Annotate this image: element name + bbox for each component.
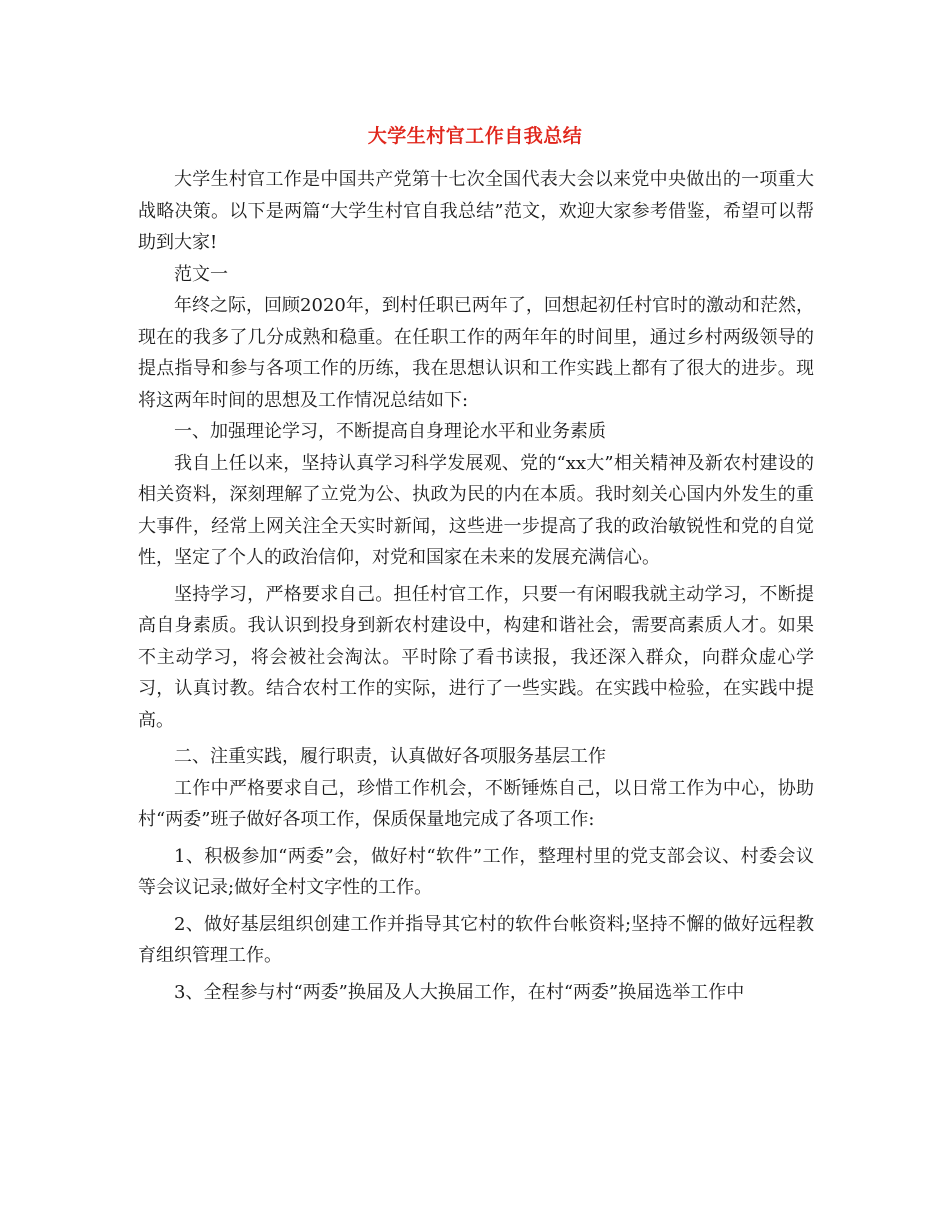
list-item-3: 3、全程参与村“两委”换届及人大换届工作，在村“两委”换届选举工作中 <box>174 981 745 1003</box>
list-item-2: 2、做好基层组织创建工作并指导其它村的软件台帐资料;坚持不懈的做好远程教育组织管理工作。 <box>138 913 814 966</box>
paragraph-intro: 大学生村官工作是中国共产党第十七次全国代表大会以来党中央做出的一项重大战略决策。以下是两篇“大学生村官自我总结”范文，欢迎大家参考借鉴，希望可以帮助到大家! <box>138 169 814 253</box>
section-heading-1: 一、加强理论学习，不断提高自身理论水平和业务素质 <box>174 421 606 442</box>
document-title: 大学生村官工作自我总结 <box>367 125 583 147</box>
paragraph-work-overview: 工作中严格要求自己，珍惜工作机会，不断锤炼自己，以日常工作为中心，协助村“两委”班子做好各项工作，保质保量地完成了各项工作: <box>138 777 814 830</box>
paragraph-self-discipline: 坚持学习，严格要求自己。担任村官工作，只要一有闲暇我就主动学习，不断提高自身素质。我认识到投身到新农村建设中，构建和谐社会，需要高素质人才。如果不主动学习，将会被社会淘汰。平时除了看书读报，我还深入群众，向群众虚心学习，认真讨教。结合农村工作的实际，进行了一些实践。在实践中检验，在实践中提高。 <box>138 583 814 731</box>
paragraph-sample-heading: 范文一 <box>174 263 228 285</box>
paragraph-opening: 年终之际，回顾2020年，到村任职已两年了，回想起初任村官时的激动和茫然，现在的我多了几分成熟和稳重。在任职工作的两年年的时间里，通过乡村两级领导的提点指导和参与各项工作的历练，我在思想认识和工作实践上都有了很大的进步。现将这两年时间的思想及工作情况总结如下: <box>138 295 814 411</box>
list-item-1: 1、积极参加“两委”会，做好村“软件”工作，整理村里的党支部会议、村委会议等会议记录;做好全村文字性的工作。 <box>138 845 814 898</box>
paragraph-theory-study: 我自上任以来，坚持认真学习科学发展观、党的“xx大”相关精神及新农村建设的相关资料，深刻理解了立党为公、执政为民的内在本质。我时刻关心国内外发生的重大事件，经常上网关注全天实时新闻，这些进一步提高了我的政治敏锐性和党的自觉性，坚定了个人的政治信仰，对党和国家在未来的发展充满信心。 <box>138 452 814 568</box>
section-heading-2: 二、注重实践，履行职责，认真做好各项服务基层工作 <box>174 746 606 767</box>
document-body <box>138 164 814 1008</box>
